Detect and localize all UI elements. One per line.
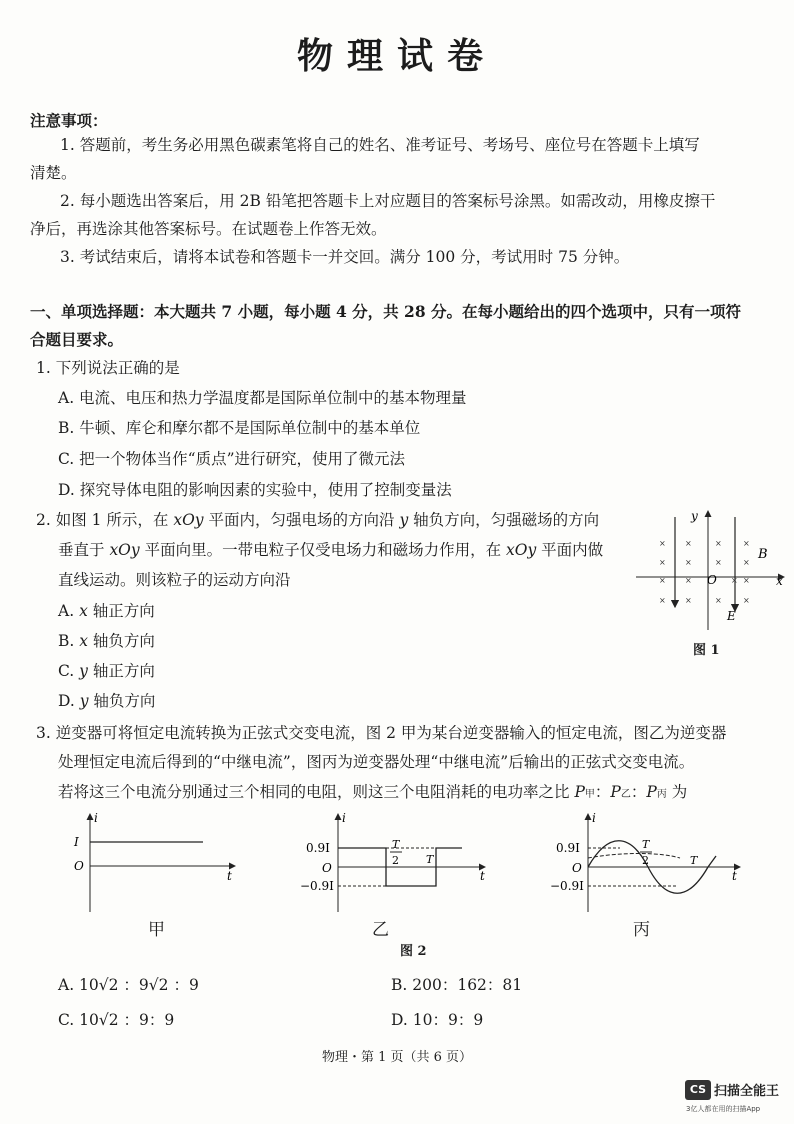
fig1-y-label: y xyxy=(691,509,698,523)
q1-option-b: B. 牛顿、库仑和摩尔都不是国际单位制中的基本单位 xyxy=(58,419,421,437)
fig1-caption: 图 1 xyxy=(693,643,720,658)
q1-option-a: A. 电流、电压和热力学温度都是国际单位制中的基本物理量 xyxy=(58,389,467,407)
svg-text:×: × xyxy=(743,539,750,548)
svg-text:×: × xyxy=(743,596,750,605)
q2-option-d: D. y 轴负方向 xyxy=(58,692,156,710)
scanner-slogan: 3亿人都在用的扫描App xyxy=(686,1105,761,1113)
q2-line-2: 垂直于 xOy 平面向里。一带电粒子仅受电场力和磁场力作用，在 xOy 平面内做 xyxy=(58,541,604,559)
svg-text:×: × xyxy=(743,558,750,567)
yi-t-label: t xyxy=(480,869,485,883)
svg-text:×: × xyxy=(685,539,692,548)
q1-option-c: C. 把一个物体当作“质点”进行研究，使用了微元法 xyxy=(58,450,406,468)
svg-text:×: × xyxy=(685,576,692,585)
jia-origin-label: O xyxy=(74,859,84,873)
figure-2-bing xyxy=(550,808,750,918)
svg-text:×: × xyxy=(685,596,692,605)
bing-dashed-curve xyxy=(588,854,680,859)
svg-text:×: × xyxy=(659,539,666,548)
fig2-label-yi: 乙 xyxy=(372,920,389,940)
fig1-e-label: E xyxy=(727,609,736,623)
bing-two-label: 2 xyxy=(642,854,649,867)
section-heading: 一、单项选择题：本大题共 7 小题，每小题 4 分，共 28 分。在每小题给出的四个选项中，只有一项符 xyxy=(30,302,742,321)
magnetic-field-crosses xyxy=(659,539,750,605)
svg-text:×: × xyxy=(659,558,666,567)
svg-text:×: × xyxy=(715,596,722,605)
svg-text:×: × xyxy=(743,576,750,585)
yi-origin-label: O xyxy=(322,861,332,875)
q2-line-3: 直线运动。则该粒子的运动方向沿 xyxy=(58,571,291,589)
fig2-caption: 图 2 xyxy=(400,944,427,959)
svg-text:×: × xyxy=(659,576,666,585)
figure-2-jia xyxy=(70,808,250,918)
fig2-label-jia: 甲 xyxy=(148,920,165,940)
bing-t-label: t xyxy=(732,869,737,883)
bing-T-period-label: T xyxy=(690,854,698,867)
bing-T-label: T xyxy=(642,838,650,851)
svg-text:×: × xyxy=(731,576,738,585)
fig1-b-label: B xyxy=(758,547,768,562)
q3-option-d: D. 10：9：9 xyxy=(391,1011,484,1029)
svg-text:×: × xyxy=(715,539,722,548)
jia-I-label: I xyxy=(74,835,79,849)
jia-t-label: t xyxy=(227,869,232,883)
notice-item-2: 2. 每小题选出答案后，用 2B 铅笔把答题卡上对应题目的答案标号涂黑。如需改动，用橡皮擦干 xyxy=(60,192,716,210)
yi-two-label: 2 xyxy=(392,854,399,867)
q1-stem: 1. 下列说法正确的是 xyxy=(36,359,180,377)
bing-origin-label: O xyxy=(572,861,582,875)
notice-item-2-cont: 净后，再选涂其他答案标号。在试题卷上作答无效。 xyxy=(30,220,387,238)
fig1-origin-label: O xyxy=(707,573,717,587)
q2-option-b: B. x 轴负方向 xyxy=(58,632,155,650)
svg-text:×: × xyxy=(659,596,666,605)
scanner-name: 扫描全能王 xyxy=(714,1084,780,1099)
q1-option-d: D. 探究导体电阻的影响因素的实验中，使用了控制变量法 xyxy=(58,481,452,499)
figure-2-yi xyxy=(300,808,500,918)
q3-line-2: 处理恒定电流后得到的“中继电流”，图丙为逆变器处理“中继电流”后输出的正弦式交变电流。 xyxy=(58,753,695,771)
svg-text:×: × xyxy=(685,558,692,567)
fig1-x-label: x xyxy=(776,574,783,588)
notice-item-1: 1. 答题前，考生务必用黑色碳素笔将自己的姓名、准考证号、考场号、座位号在答题卡上填写 xyxy=(60,136,700,154)
bing-p09-label: 0.9I xyxy=(556,841,580,855)
bing-m09-label: −0.9I xyxy=(550,879,584,893)
q3-line-1: 3. 逆变器可将恒定电流转换为正弦式交变电流，图 2 甲为某台逆变器输入的恒定电流，图乙为逆变器 xyxy=(36,724,727,742)
svg-text:×: × xyxy=(715,558,722,567)
q2-option-c: C. y 轴正方向 xyxy=(58,662,155,680)
jia-i-label: i xyxy=(94,811,98,825)
notice-heading: 注意事项： xyxy=(30,111,108,130)
yi-T-period-label: T xyxy=(426,853,434,866)
section-heading-cont: 合题目要求。 xyxy=(30,330,124,349)
notice-item-3: 3. 考试结束后，请将本试卷和答题卡一并交回。满分 100 分，考试用时 75 分钟。 xyxy=(60,248,630,266)
yi-i-label: i xyxy=(342,811,346,825)
fig2-label-bing: 丙 xyxy=(633,920,650,940)
yi-m09-label: −0.9I xyxy=(300,879,334,893)
q3-line-3: 若将这三个电流分别通过三个相同的电阻，则这三个电阻消耗的电功率之比 P甲：P乙：P丙 为 xyxy=(58,783,688,801)
q2-line-1: 2. 如图 1 所示，在 xOy 平面内，匀强电场的方向沿 y 轴负方向，匀强磁场的方向 xyxy=(36,511,600,529)
page-title: 物理试卷 xyxy=(296,35,497,77)
page-footer: 物理・第 1 页（共 6 页） xyxy=(321,1050,473,1065)
scanner-logo-icon: CS xyxy=(685,1080,711,1100)
q3-option-c: C. 10√2 ：9：9 xyxy=(58,1011,175,1029)
q2-option-a: A. x 轴正方向 xyxy=(58,602,155,620)
yi-p09-label: 0.9I xyxy=(306,841,330,855)
bing-i-label: i xyxy=(592,811,596,825)
notice-item-1-cont: 清楚。 xyxy=(30,164,77,182)
yi-T-label: T xyxy=(392,838,400,851)
q3-option-b: B. 200：162：81 xyxy=(391,976,523,994)
q3-option-a: A. 10√2 ：9√2 ：9 xyxy=(58,976,199,994)
